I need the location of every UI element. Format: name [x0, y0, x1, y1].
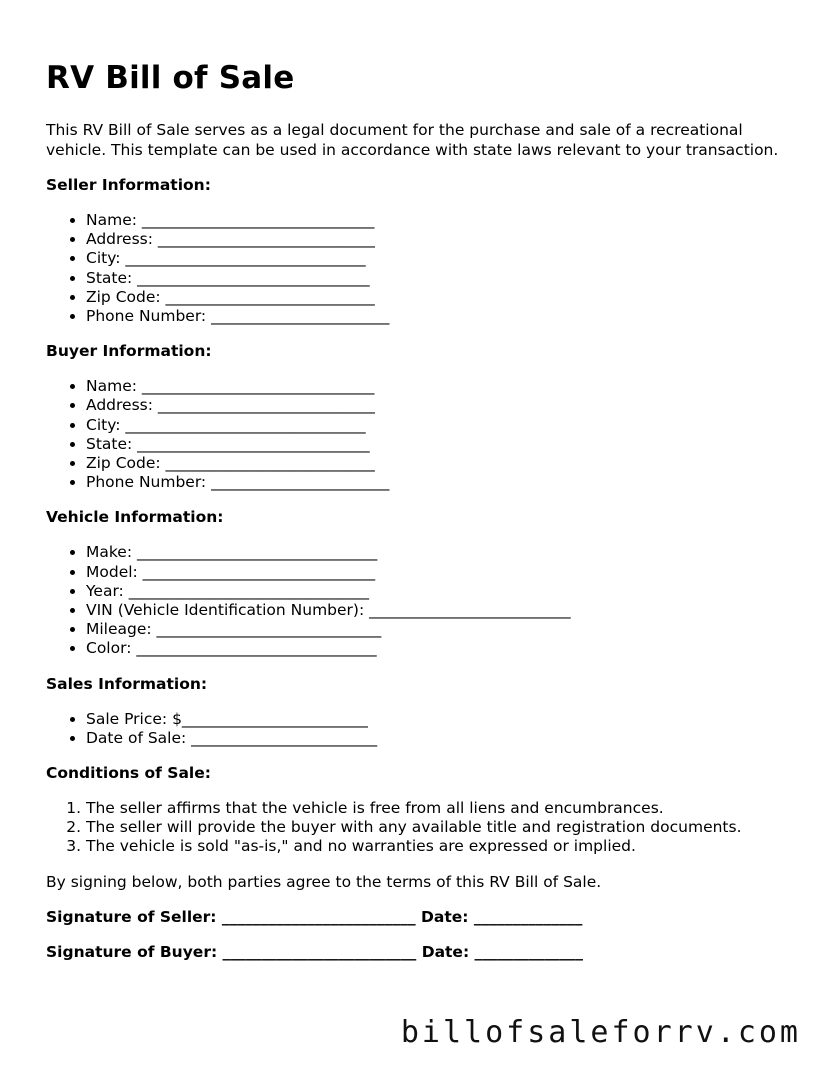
conditions-heading: Conditions of Sale:	[46, 764, 211, 783]
vehicle-info-list	[46, 543, 786, 658]
seller-address-field[interactable]: • Address: ____________________________	[86, 230, 786, 249]
buyer-signature-line[interactable]: Signature of Buyer: _________________________ Date: ______________	[46, 942, 584, 961]
condition-item: 1. The seller affirms that the vehicle is free from all liens and encumbrances.	[86, 799, 786, 818]
vehicle-year-field[interactable]: • Year: _______________________________	[86, 582, 786, 601]
seller-signature-line[interactable]: Signature of Seller: _________________________ Date: ______________	[46, 907, 583, 926]
seller-city-field[interactable]: • City: _______________________________	[86, 249, 786, 268]
conditions-list	[46, 799, 786, 857]
site-watermark: billofsaleforrv.com	[400, 1015, 801, 1050]
page-title: RV Bill of Sale	[46, 60, 295, 96]
sale-price-field[interactable]: • Sale Price: $________________________	[86, 710, 786, 729]
sales-info-heading: Sales Information:	[46, 674, 208, 693]
seller-name-field[interactable]: • Name: ______________________________	[86, 211, 786, 230]
buyer-city-field[interactable]: • City: _______________________________	[86, 416, 786, 435]
closing-statement: By signing below, both parties agree to the terms of this RV Bill of Sale.	[46, 872, 602, 891]
seller-zip-field[interactable]: • Zip Code: ___________________________	[86, 288, 786, 307]
condition-item: 2. The seller will provide the buyer with any available title and registration documents.	[86, 818, 786, 837]
vehicle-make-field[interactable]: • Make: _______________________________	[86, 543, 786, 562]
buyer-name-field[interactable]: • Name: ______________________________	[86, 377, 786, 396]
seller-phone-field[interactable]: • Phone Number: _______________________	[86, 307, 786, 326]
buyer-state-field[interactable]: • State: ______________________________	[86, 435, 786, 454]
intro-paragraph: This RV Bill of Sale serves as a legal document for the purchase and sale of a recreational vehicle. This template can be used in accordance with state laws relevant to your transaction.	[46, 121, 779, 159]
document-page	[46, 57, 786, 962]
buyer-info-heading: Buyer Information:	[46, 342, 212, 361]
buyer-zip-field[interactable]: • Zip Code: ___________________________	[86, 454, 786, 473]
vehicle-mileage-field[interactable]: • Mileage: _____________________________	[86, 620, 786, 639]
seller-state-field[interactable]: • State: ______________________________	[86, 269, 786, 288]
vehicle-model-field[interactable]: • Model: ______________________________	[86, 563, 786, 582]
seller-info-list	[46, 211, 786, 326]
buyer-phone-field[interactable]: • Phone Number: _______________________	[86, 473, 786, 492]
vehicle-vin-field[interactable]: • VIN (Vehicle Identification Number): __________________________	[86, 601, 786, 620]
buyer-address-field[interactable]: • Address: ____________________________	[86, 396, 786, 415]
condition-item: 3. The vehicle is sold "as-is," and no warranties are expressed or implied.	[86, 837, 786, 856]
vehicle-color-field[interactable]: • Color: _______________________________	[86, 639, 786, 658]
sales-info-list	[46, 710, 786, 748]
seller-info-heading: Seller Information:	[46, 176, 211, 194]
date-of-sale-field[interactable]: • Date of Sale: ________________________	[86, 729, 786, 748]
vehicle-info-heading: Vehicle Information:	[46, 508, 224, 527]
buyer-info-list	[46, 377, 786, 492]
